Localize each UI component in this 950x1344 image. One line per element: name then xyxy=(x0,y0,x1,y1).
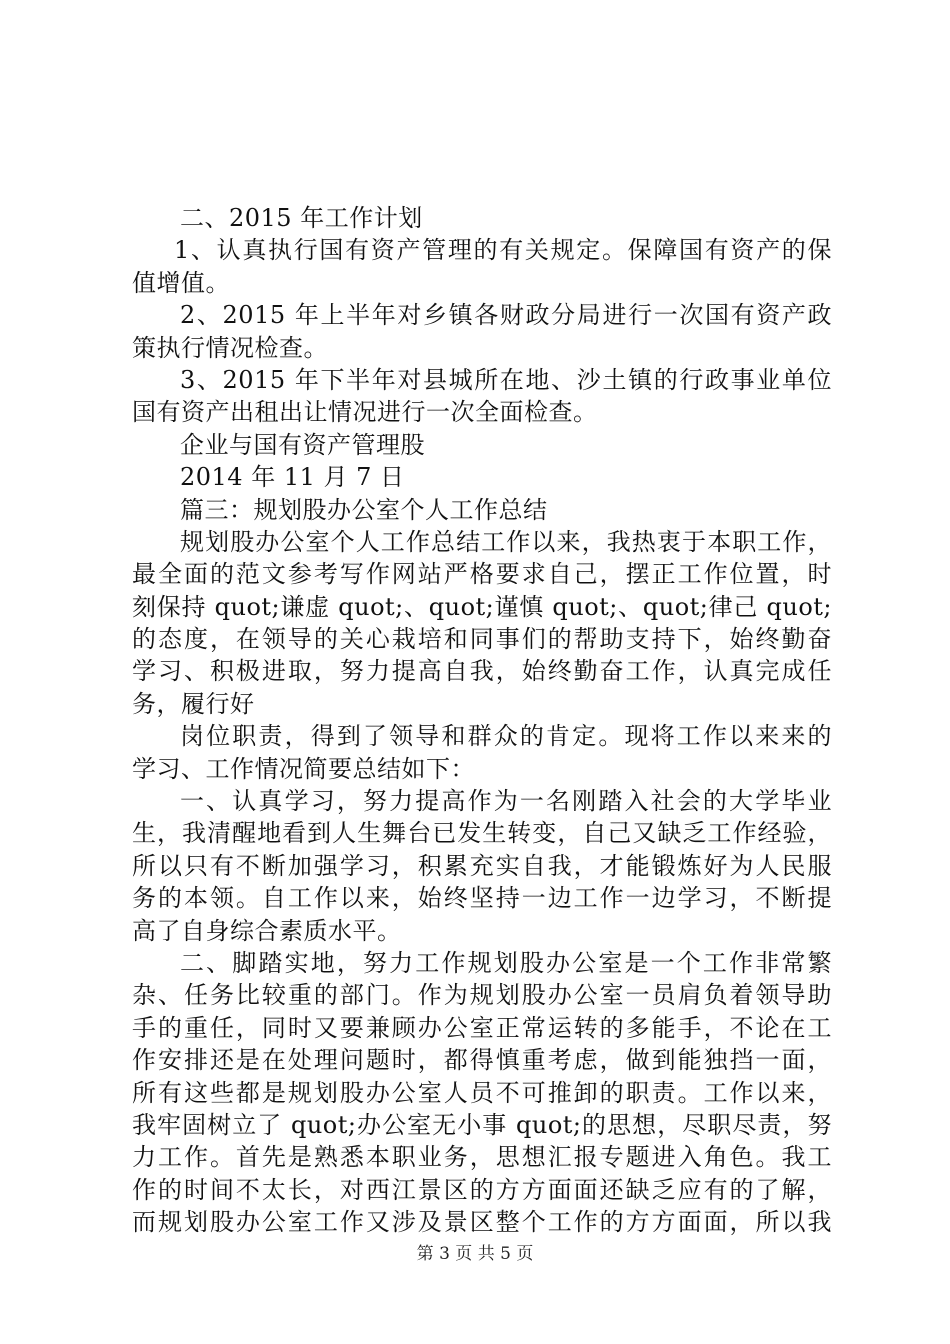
paragraph-line: 所有这些都是规划股办公室人员不可推卸的职责。工作以来， xyxy=(132,1078,832,1107)
paragraph-line: 2、2015 年上半年对乡镇各财政分局进行一次国有资产政 xyxy=(180,301,832,330)
paragraph-line: 手的重任，同时又要兼顾办公室正常运转的多能手，不论在工 xyxy=(132,1013,832,1042)
paragraph-line: 高了自身综合素质水平。 xyxy=(132,916,402,945)
paragraph-line: 一、认真学习，努力提高作为一名刚踏入社会的大学毕业 xyxy=(180,787,832,816)
page-number-footer: 第 3 页 共 5 页 xyxy=(416,1244,534,1264)
paragraph-line: 所以只有不断加强学习，积累充实自我，才能锻炼好为人民服 xyxy=(132,851,832,880)
paragraph-line: 的态度，在领导的关心栽培和同事们的帮助支持下，始终勤奋 xyxy=(132,625,832,654)
paragraph-line: 岗位职责，得到了领导和群众的肯定。现将工作以来来的 xyxy=(180,722,832,751)
paragraph-line: 策执行情况检查。 xyxy=(132,333,328,362)
paragraph-line: 力工作。首先是熟悉本职业务，思想汇报专题进入角色。我工 xyxy=(132,1143,832,1172)
paragraph-line: 学习、工作情况简要总结如下： xyxy=(132,754,475,783)
paragraph-line: 生，我清醒地看到人生舞台已发生转变，自己又缺乏工作经验， xyxy=(132,819,832,848)
paragraph-line: 值增值。 xyxy=(132,268,230,297)
paragraph-line: 学习、积极进取，努力提高自我，始终勤奋工作，认真完成任 xyxy=(132,657,832,686)
paragraph-line: 作安排还是在处理问题时，都得慎重考虑，做到能独挡一面， xyxy=(132,1046,832,1075)
paragraph-line: 作的时间不太长，对西江景区的方方面面还缺乏应有的了解， xyxy=(132,1175,832,1204)
paragraph-line: 务，履行好 xyxy=(132,689,255,718)
paragraph-line: 刻保持 quot;谦虚 quot;、quot;谨慎 quot;、quot;律己 quot; xyxy=(132,592,832,621)
paragraph-line: 规划股办公室个人工作总结工作以来，我热衷于本职工作， xyxy=(180,527,832,556)
paragraph-line: 而规划股办公室工作又涉及景区整个工作的方方面面，所以我 xyxy=(132,1208,832,1237)
paragraph-line: 1、认真执行国有资产管理的有关规定。保障国有资产的保 xyxy=(174,236,832,265)
signature-department: 企业与国有资产管理股 xyxy=(180,430,425,459)
paragraph-line: 国有资产出租出让情况进行一次全面检查。 xyxy=(132,398,598,427)
paragraph-line: 最全面的范文参考写作网站严格要求自己，摆正工作位置，时 xyxy=(132,560,832,589)
document-body xyxy=(132,202,832,1239)
section-heading: 二、2015 年工作计划 xyxy=(180,204,423,232)
paragraph-line: 二、脚踏实地，努力工作规划股办公室是一个工作非常繁 xyxy=(180,948,832,977)
paragraph-line: 杂、任务比较重的部门。作为规划股办公室一员肩负着领导助 xyxy=(132,981,832,1010)
chapter-title: 篇三：规划股办公室个人工作总结 xyxy=(180,495,548,524)
paragraph-line: 3、2015 年下半年对县城所在地、沙土镇的行政事业单位 xyxy=(180,365,832,394)
paragraph-line: 务的本领。自工作以来，始终坚持一边工作一边学习，不断提 xyxy=(132,884,832,913)
paragraph-line: 我牢固树立了 quot;办公室无小事 quot;的思想，尽职尽责，努 xyxy=(132,1110,832,1139)
signature-date: 2014 年 11 月 7 日 xyxy=(180,463,405,492)
